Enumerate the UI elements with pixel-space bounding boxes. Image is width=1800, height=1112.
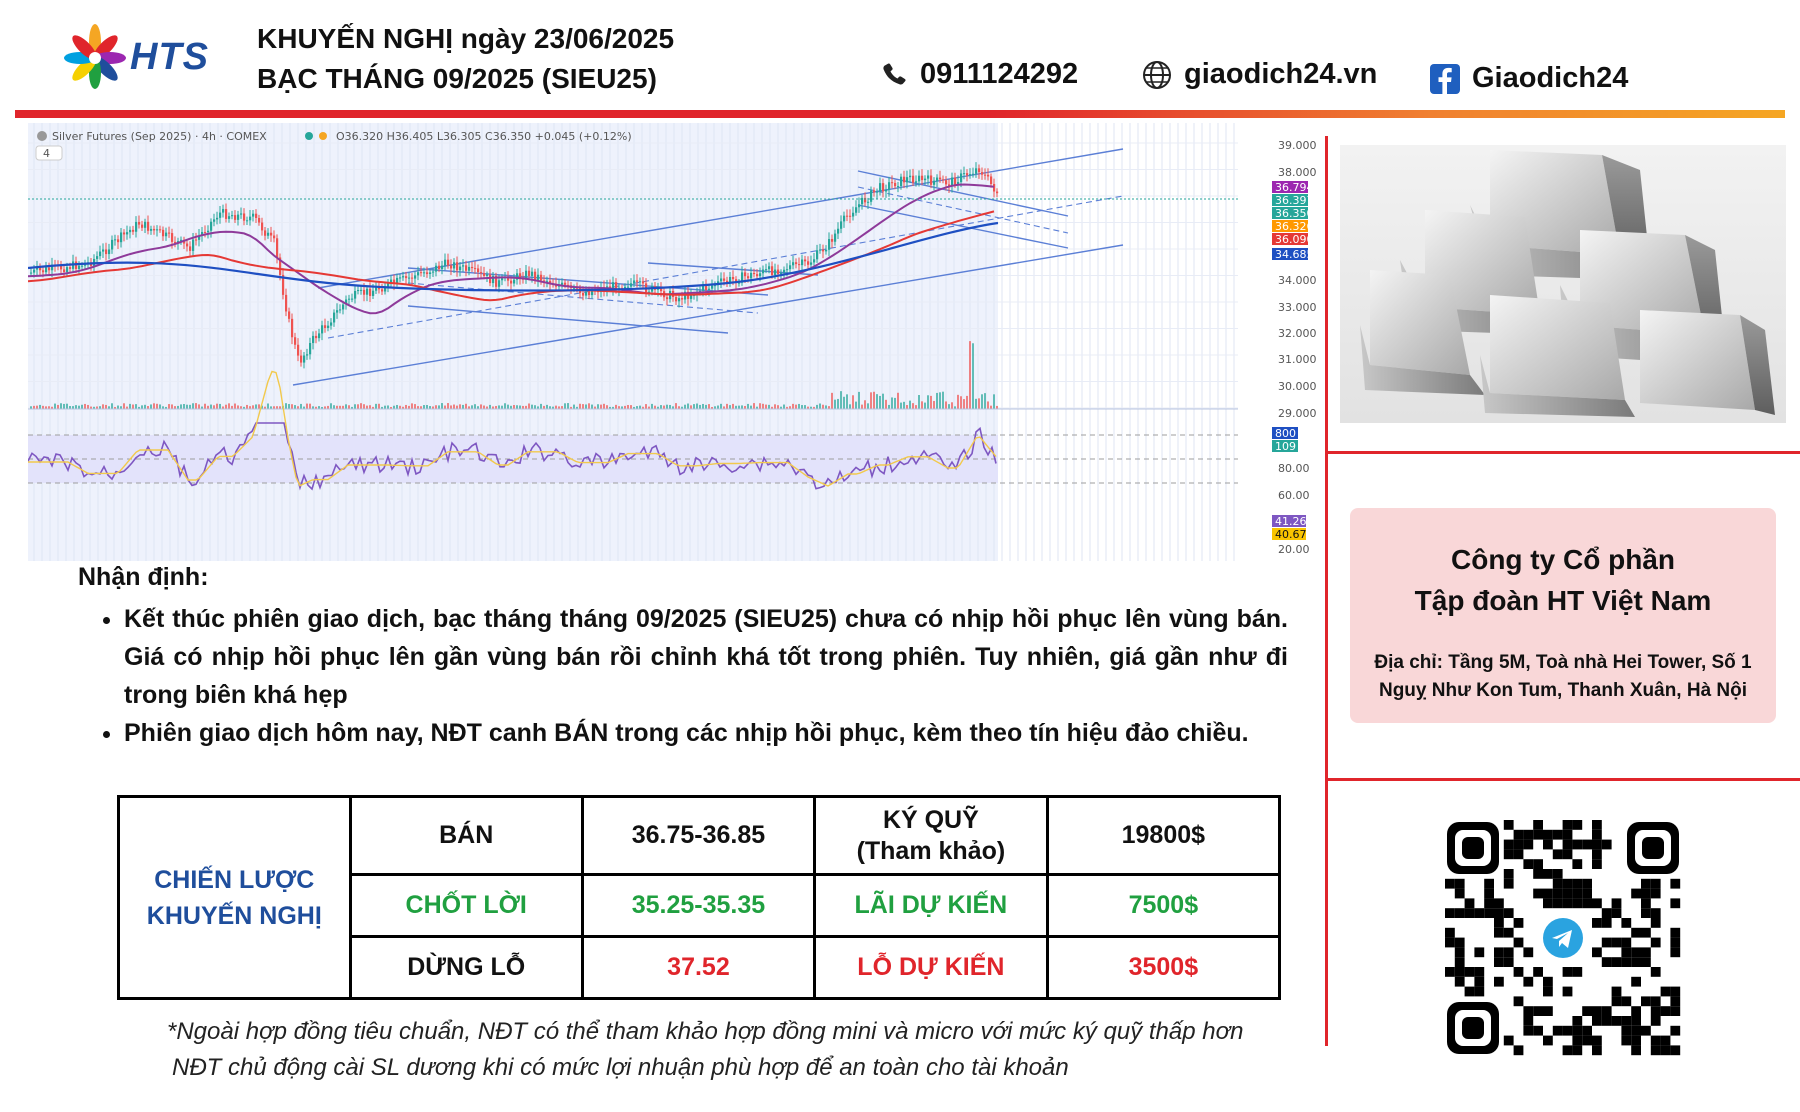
company-card bbox=[1350, 508, 1776, 723]
analysis-bullet-2: • Phiên giao dịch hôm nay, NĐT canh BÁN trong các nhịp hồi phục, kèm theo tín hiệu đảo chiều. bbox=[124, 714, 1288, 752]
price-tag-label: 36.090 bbox=[1275, 233, 1314, 246]
logo-text: HTS bbox=[130, 36, 209, 78]
price-tag-label: 34.685 bbox=[1275, 248, 1314, 261]
symbol-icon bbox=[37, 131, 47, 141]
chart-canvas[interactable] bbox=[28, 123, 1342, 561]
right-panel-divider-1 bbox=[1325, 451, 1800, 454]
margin-label-cell: KÝ QUỸ (Tham khảo) bbox=[815, 797, 1048, 875]
silver-bars-icon bbox=[1340, 145, 1786, 423]
chart-ohlc: O36.320 H36.405 L36.305 C36.350 +0.045 (+0.12%) bbox=[336, 130, 632, 143]
company-address-line1: Địa chỉ: Tầng 5M, Toà nhà Hei Tower, Số 1 bbox=[1374, 652, 1752, 673]
phone-contact[interactable] bbox=[880, 58, 1078, 91]
rsi-tag-label: 40.67 bbox=[1275, 528, 1307, 541]
facebook-contact[interactable] bbox=[1430, 62, 1628, 95]
right-panel-divider-2 bbox=[1325, 778, 1800, 781]
entry-cell: 36.75-36.85 bbox=[582, 797, 814, 875]
price-chart[interactable] bbox=[28, 123, 1342, 561]
qr-code[interactable] bbox=[1445, 820, 1681, 1056]
rsi-tick-label: 20.00 bbox=[1278, 543, 1310, 556]
report-subtitle: BẠC THÁNG 09/2025 (SIEU25) bbox=[257, 63, 657, 94]
delay-dot-icon bbox=[319, 132, 327, 140]
rsi-axis bbox=[1272, 462, 1310, 556]
footnote-2: NĐT chủ động cài SL dương khi có mức lợi nhuận phù hợp để an toàn cho tài khoản bbox=[172, 1054, 1069, 1081]
price-tick-label: 32.000 bbox=[1278, 327, 1317, 340]
chart-tinted-area bbox=[28, 123, 998, 561]
margin-value-cell: 19800$ bbox=[1047, 797, 1279, 875]
analysis-list bbox=[78, 600, 1288, 752]
take-profit-value: 35.25-35.35 bbox=[582, 875, 814, 937]
table-row bbox=[119, 797, 1280, 875]
globe-icon bbox=[1142, 60, 1172, 90]
expected-profit-value: 7500$ bbox=[1047, 875, 1279, 937]
right-panel-border bbox=[1325, 136, 1328, 1046]
qr-code-icon bbox=[1445, 820, 1681, 1056]
analysis-bullet-1: • Kết thúc phiên giao dịch, bạc tháng tháng 09/2025 (SIEU25) chưa có nhịp hồi phục lên vùng bán. Giá có nhịp hồi phục lên gần vùng bán rồi chỉnh khá tốt trong phiên. Tuy nhiên, giá gần như đi trong biên khá hẹp bbox=[124, 600, 1288, 714]
action-cell: BÁN bbox=[350, 797, 582, 875]
analysis-heading: Nhận định: bbox=[78, 563, 209, 591]
volume-tag-label: 109 bbox=[1275, 440, 1296, 453]
phone-icon bbox=[880, 60, 908, 90]
rsi-tick-label: 60.00 bbox=[1278, 489, 1310, 502]
logo-flower-icon bbox=[60, 22, 130, 92]
expected-loss-label: LỖ DỰ KIẾN bbox=[815, 937, 1048, 999]
facebook-icon bbox=[1430, 64, 1460, 94]
phone-number: 0911124292 bbox=[920, 58, 1079, 90]
header-divider bbox=[15, 110, 1785, 118]
price-tag-label: 36.794 bbox=[1275, 181, 1314, 194]
price-axis bbox=[1272, 139, 1317, 453]
strategy-label: CHIẾN LƯỢC KHUYẾN NGHỊ bbox=[119, 797, 351, 999]
company-name-line2: Tập đoàn HT Việt Nam bbox=[1414, 585, 1712, 616]
stop-loss-value: 37.52 bbox=[582, 937, 814, 999]
website-contact[interactable] bbox=[1142, 58, 1377, 91]
price-tick-label: 30.000 bbox=[1278, 380, 1317, 393]
chart-symbol-title: Silver Futures (Sep 2025) · 4h · COMEX bbox=[52, 130, 267, 143]
logo bbox=[60, 22, 210, 94]
price-tick-label: 39.000 bbox=[1278, 139, 1317, 152]
stop-loss-label: DỪNG LỖ bbox=[350, 937, 582, 999]
price-tag-label: 36.326 bbox=[1275, 220, 1314, 233]
website-url: giaodich24.vn bbox=[1184, 58, 1378, 90]
take-profit-label: CHỐT LỜI bbox=[350, 875, 582, 937]
expected-loss-value: 3500$ bbox=[1047, 937, 1279, 999]
price-tick-label: 34.000 bbox=[1278, 274, 1317, 287]
price-tick-label: 33.000 bbox=[1278, 301, 1317, 314]
footnote-1: *Ngoài hợp đồng tiêu chuẩn, NĐT có thể tham khảo hợp đồng mini và micro với mức ký quỹ thấp hơn bbox=[167, 1018, 1244, 1045]
price-tick-label: 31.000 bbox=[1278, 353, 1317, 366]
rsi-tick-label: 80.00 bbox=[1278, 462, 1310, 475]
volume-tag-label: 800 bbox=[1275, 427, 1296, 440]
facebook-page: Giaodich24 bbox=[1472, 62, 1629, 94]
report-title: KHUYẾN NGHỊ ngày 23/06/2025 bbox=[257, 23, 675, 54]
price-tick-label: 38.000 bbox=[1278, 166, 1317, 179]
company-name-line1: Công ty Cổ phần bbox=[1451, 544, 1675, 575]
company-address-line2: Nguỵ Như Kon Tum, Thanh Xuân, Hà Nội bbox=[1378, 680, 1748, 701]
silver-bars-image bbox=[1340, 145, 1786, 423]
analysis-section bbox=[78, 563, 1288, 752]
price-tag-label: 36.397 bbox=[1275, 194, 1314, 207]
rsi-tag-label: 41.26 bbox=[1275, 515, 1307, 528]
status-dot-icon bbox=[305, 132, 313, 140]
interval-badge: 4 bbox=[43, 147, 50, 160]
expected-profit-label: LÃI DỰ KIẾN bbox=[815, 875, 1048, 937]
strategy-table bbox=[117, 795, 1281, 1000]
price-tick-label: 29.000 bbox=[1278, 407, 1317, 420]
price-tag-label: 36.350 bbox=[1275, 207, 1314, 220]
